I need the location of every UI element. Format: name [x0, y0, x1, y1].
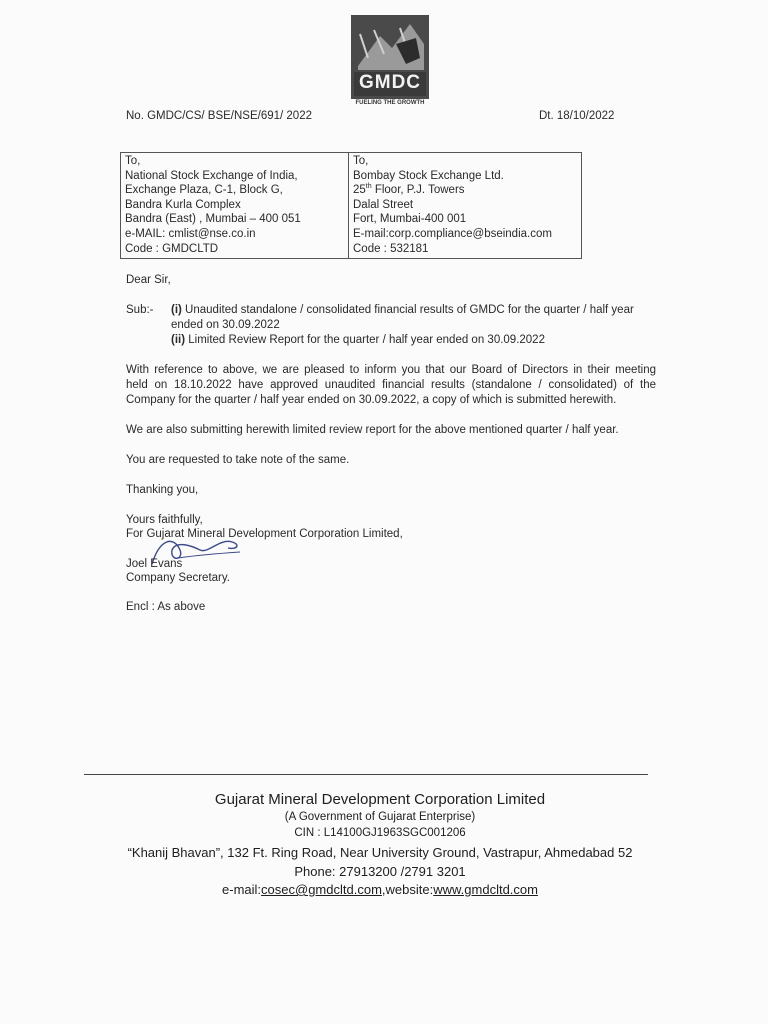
- email-label: e-mail:: [222, 882, 262, 897]
- address-code: Code : 532181: [353, 242, 429, 255]
- address-email: e-MAIL: cmlist@nse.co.in: [125, 227, 256, 240]
- salutation: Dear Sir,: [126, 274, 171, 286]
- gmdc-logo: [350, 14, 430, 108]
- closing-line: Yours faithfully,: [126, 514, 203, 526]
- address-line: Bandra (East) , Mumbai – 400 051: [125, 213, 301, 226]
- footer-divider: [84, 774, 648, 775]
- address-email: E-mail:corp.compliance@bseindia.com: [353, 227, 552, 240]
- subject-text: Unaudited standalone / consolidated financial results of GMDC for the quarter / half year: [181, 304, 634, 316]
- footer-company-name: Gujarat Mineral Development Corporation Limited: [214, 791, 546, 808]
- paragraph: You are requested to take note of the same.: [126, 454, 350, 466]
- website-label: ,website:: [381, 882, 434, 897]
- address-line: Fort, Mumbai-400 001: [353, 213, 467, 226]
- address-line: Dalal Street: [353, 198, 414, 211]
- subject-marker: (i): [171, 304, 182, 316]
- subject-item-2: [171, 333, 545, 348]
- footer-phone: Phone: 27913200 /2791 3201: [294, 864, 466, 879]
- letter-date: Dt. 18/10/2022: [539, 110, 615, 122]
- footer-cin: CIN : L14100GJ1963SGC001206: [294, 827, 466, 839]
- nse-address: [121, 153, 349, 258]
- reference-number: No. GMDC/CS/ BSE/NSE/691/ 2022: [126, 110, 312, 122]
- floor-suffix: th: [365, 183, 372, 191]
- footer-contact: [100, 882, 660, 897]
- email-link[interactable]: cosec@gmdcltd.com: [261, 882, 382, 897]
- signatory-title: Company Secretary.: [126, 572, 230, 584]
- subject-item-1-cont: ended on 30.09.2022: [171, 319, 280, 331]
- addressee-to: To,: [353, 155, 369, 167]
- subject-item-1: [171, 303, 657, 318]
- subject-label: Sub:-: [126, 304, 154, 316]
- address-line: National Stock Exchange of India,: [125, 169, 298, 182]
- address-line: [353, 183, 577, 198]
- logo-text: GMDC: [358, 72, 422, 93]
- enclosure-note: Encl : As above: [126, 601, 206, 613]
- addressee-table: [120, 152, 582, 259]
- floor-number: 25: [353, 184, 366, 197]
- bse-address: [349, 153, 581, 258]
- floor-rest: Floor, P.J. Towers: [371, 184, 465, 197]
- footer-address: “Khanij Bhavan”, 132 Ft. Ring Road, Near University Ground, Vastrapur, Ahmedabad 52: [127, 845, 633, 860]
- address-code: Code : GMDCLTD: [125, 242, 219, 255]
- address-line: Bandra Kurla Complex: [125, 198, 241, 211]
- paragraph-line: Company for the quarter / half year ended on 30.09.2022, a copy of which is submitted herewith.: [126, 394, 617, 406]
- signatory-name: Joel Evans: [126, 558, 183, 570]
- footer-subtitle: (A Government of Gujarat Enterprise): [284, 811, 476, 823]
- logo-tagline: FUELING THE GROWTH: [355, 100, 425, 106]
- addressee-to: To,: [125, 155, 141, 167]
- subject-marker: (ii): [171, 334, 186, 346]
- thanks-line: Thanking you,: [126, 484, 199, 496]
- paragraph-line: held on 18.10.2022 have approved unaudited financial results (standalone / consolidated) of the: [126, 379, 656, 391]
- website-link[interactable]: www.gmdcltd.com: [433, 882, 538, 897]
- address-line: Bombay Stock Exchange Ltd.: [353, 169, 504, 182]
- paragraph: We are also submitting herewith limited review report for the above mentioned quarter / half year.: [126, 424, 619, 436]
- company-line: For Gujarat Mineral Development Corporation Limited,: [126, 528, 403, 540]
- paragraph-line: With reference to above, we are pleased to inform you that our Board of Directors in their meeting: [126, 364, 656, 376]
- address-line: Exchange Plaza, C-1, Block G,: [125, 184, 283, 197]
- subject-text: Limited Review Report for the quarter / half year ended on 30.09.2022: [185, 334, 545, 346]
